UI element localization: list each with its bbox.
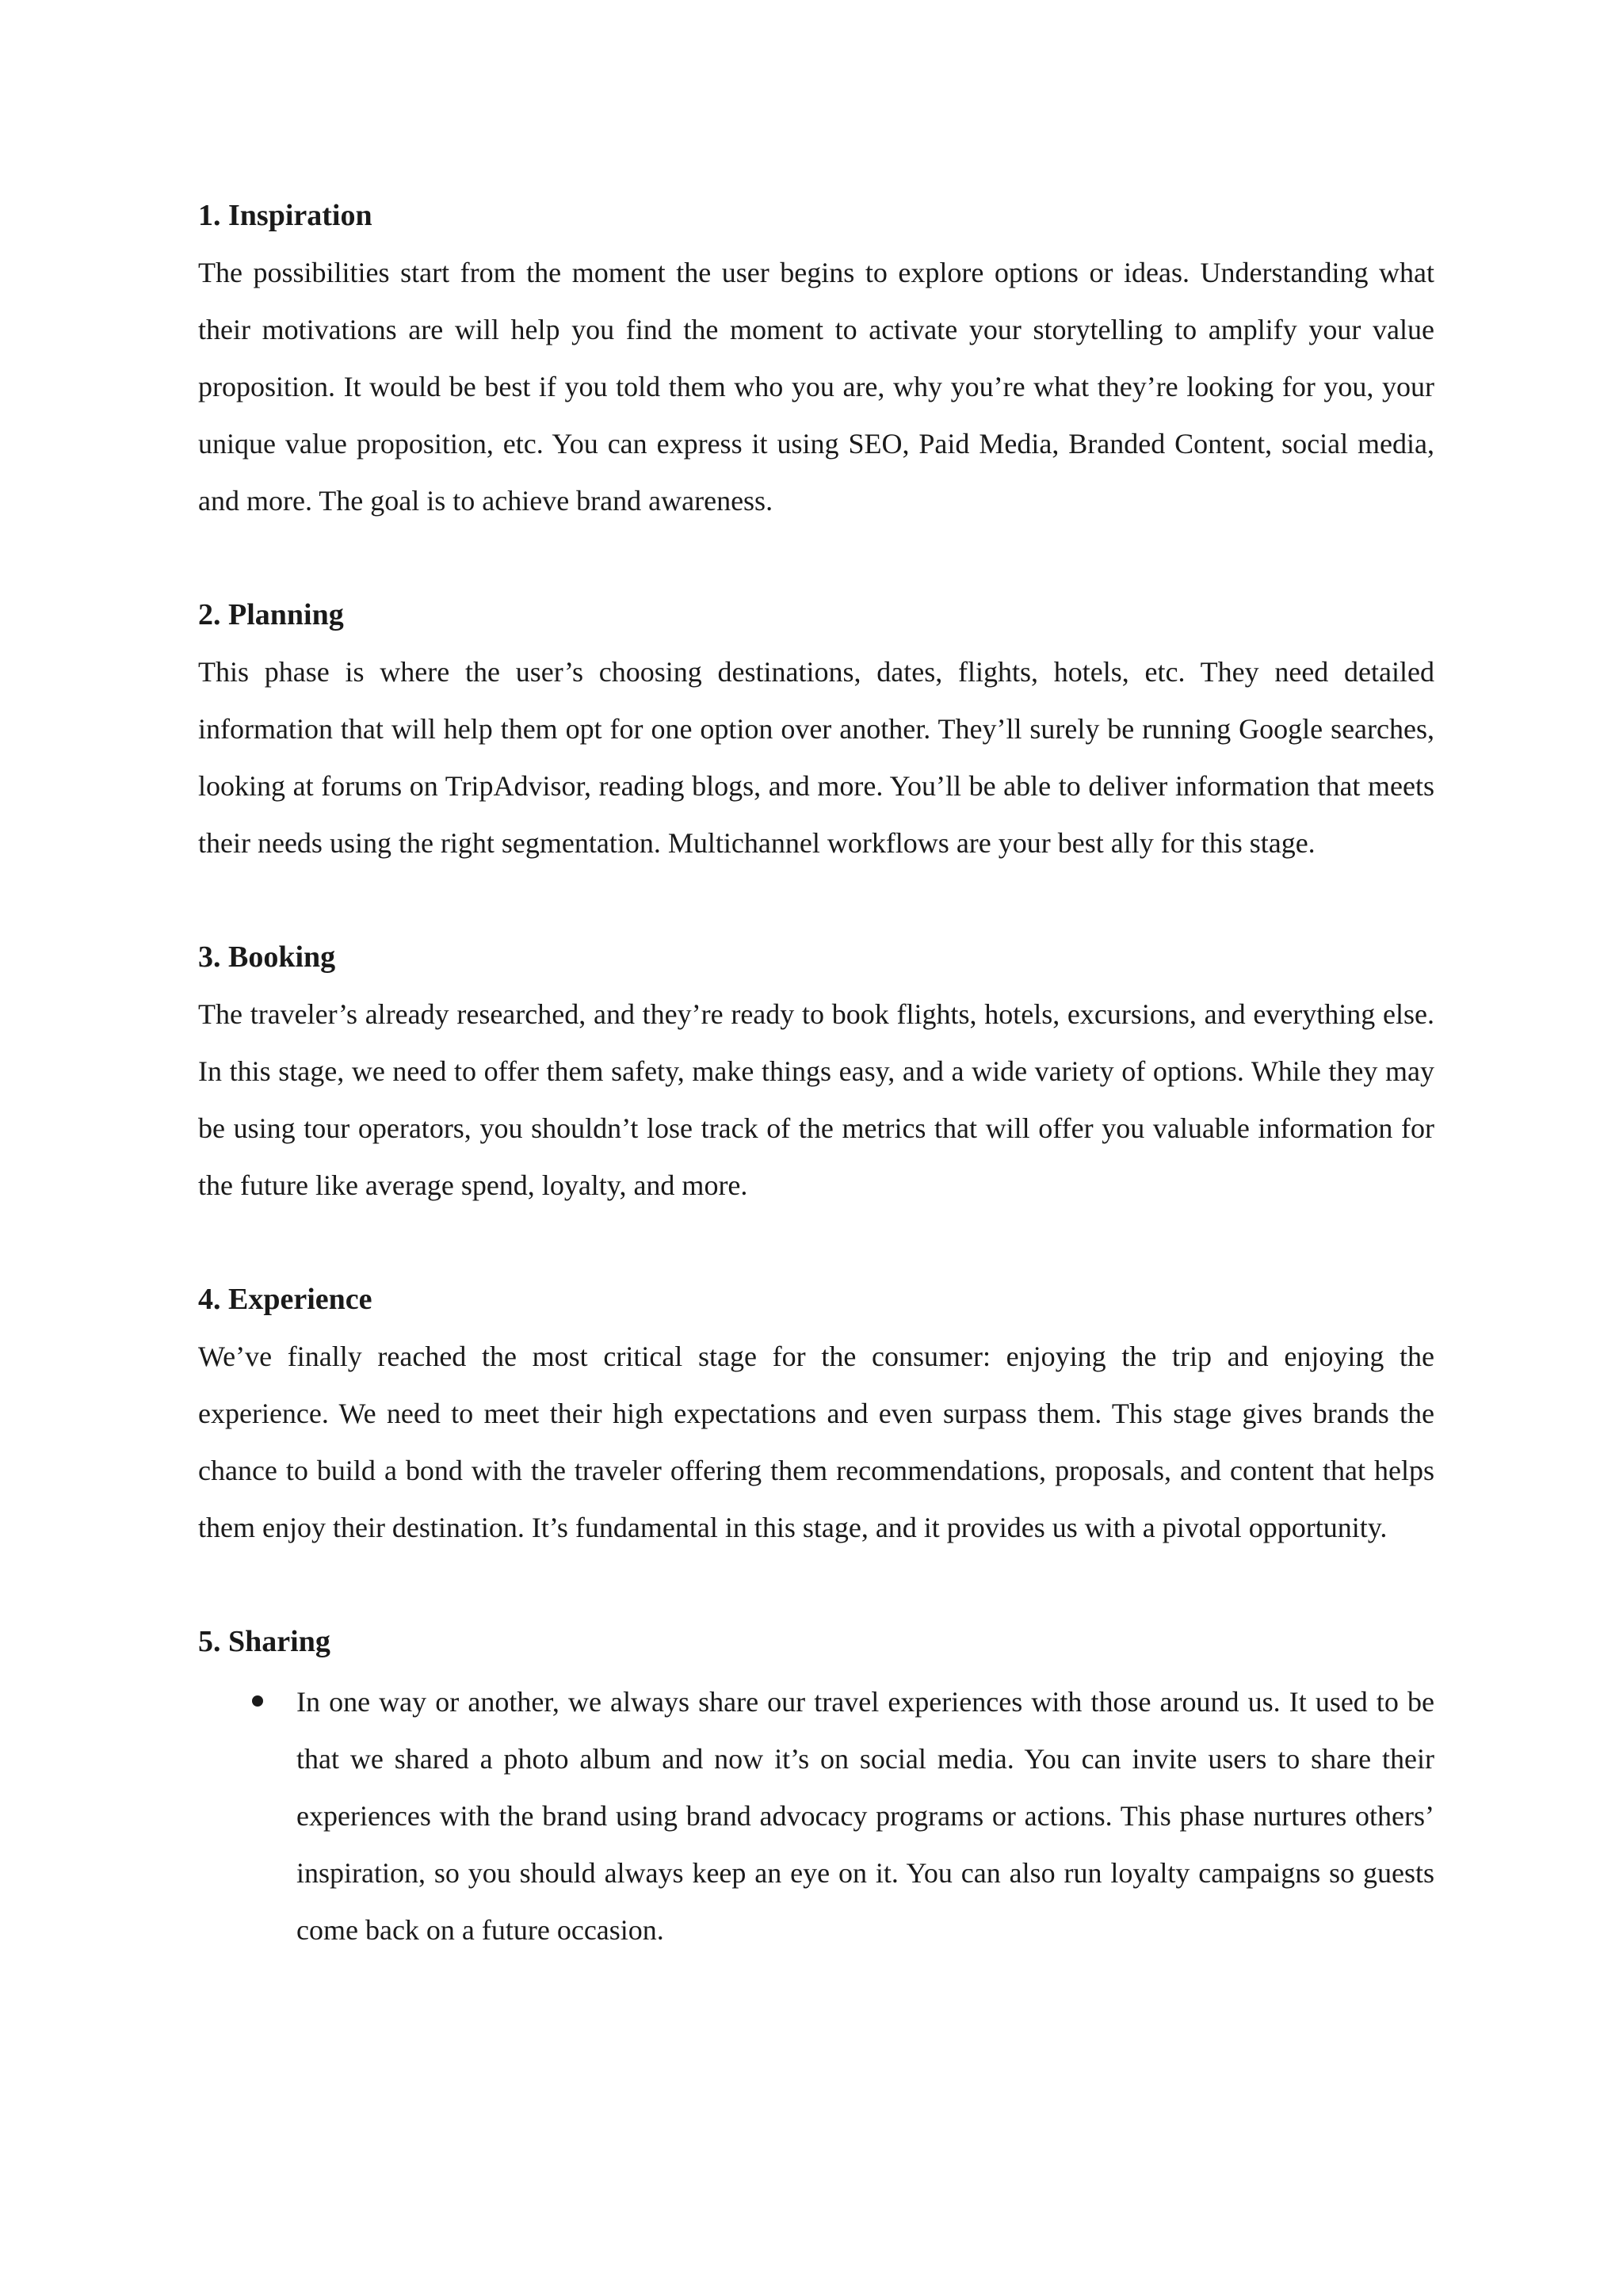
section-body-booking: The traveler’s already researched, and they’re ready to book flights, hotels, excursions, and everything else. In this stage, we need to offer them safety, make things easy, and a wide variety of options. While they may be using tour operators, you shouldn’t lose track of the metrics that will offer you valuable information for the future like average spend, loyalty, and more. — [198, 998, 1434, 1201]
section-heading-booking: 3. Booking — [198, 940, 336, 974]
section-booking — [198, 929, 1434, 1214]
section-inspiration — [198, 187, 1434, 529]
list-item — [296, 1673, 1434, 1958]
section-body-inspiration: The possibilities start from the moment the user begins to explore options or ideas. Understanding what their motivations are will help you find the moment to activate your storytelling to amplify your value proposition. It would be best if you told them who you are, why you’re what they’re looking for you, your unique value proposition, etc. You can express it using SEO, Paid Media, Branded Content, social media, and more. The goal is to achieve brand awareness. — [198, 257, 1434, 517]
bullet-text: In one way or another, we always share our travel experiences with those around us. It used to be that we shared a photo album and now it’s on social media. You can invite users to share their experiences with the brand using brand advocacy programs or actions. This phase nurtures others’ inspiration, so you should always keep an eye on it. You can also run loyalty campaigns so guests come back on a future occasion. — [296, 1686, 1434, 1946]
section-experience — [198, 1271, 1434, 1556]
section-sharing — [198, 1613, 1434, 1958]
section-heading-sharing: 5. Sharing — [198, 1625, 330, 1658]
section-heading-planning: 2. Planning — [198, 598, 344, 631]
document-page — [198, 187, 1434, 2016]
section-heading-inspiration: 1. Inspiration — [198, 199, 372, 232]
section-body-planning: This phase is where the user’s choosing destinations, dates, flights, hotels, etc. They need detailed information that will help them opt for one option over another. They’ll surely be running Google searches, looking at forums on TripAdvisor, reading blogs, and more. You’ll be able to deliver information that meets their needs using the right segmentation. Multichannel workflows are your best ally for this stage. — [198, 656, 1434, 859]
sharing-bullet-list — [198, 1673, 1434, 1958]
section-planning — [198, 586, 1434, 871]
bullet-icon — [252, 1695, 263, 1707]
section-heading-experience: 4. Experience — [198, 1283, 372, 1316]
section-body-experience: We’ve finally reached the most critical stage for the consumer: enjoying the trip and enjoying the experience. We need to meet their high expectations and even surpass them. This stage gives brands the chance to build a bond with the traveler offering them recommendations, proposals, and content that helps them enjoy their destination. It’s fundamental in this stage, and it provides us with a pivotal opportunity. — [198, 1341, 1434, 1543]
